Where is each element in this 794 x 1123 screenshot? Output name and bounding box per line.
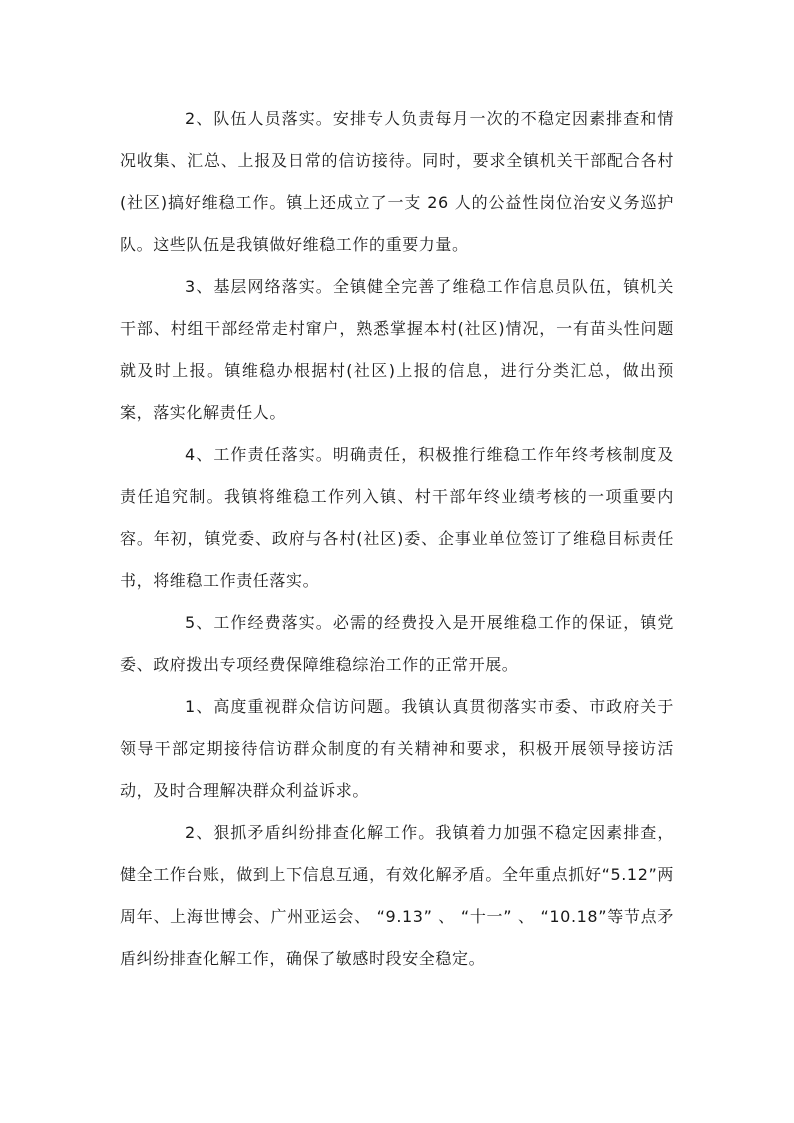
paragraph-team-personnel: 2、队伍人员落实。安排专人负责每月一次的不稳定因素排查和情况收集、汇总、上报及日常的信访接待。同时，要求全镇机关干部配合各村(社区)搞好维稳工作。镇上还成立了一支 26 人的公益性岗位治安义务巡护队。这些队伍是我镇做好维稳工作的重要力量。: [120, 109, 674, 254]
paragraph-grassroots-network: 3、基层网络落实。全镇健全完善了维稳工作信息员队伍，镇机关干部、村组干部经常走村窜户，熟悉掌握本村(社区)情况，一有苗头性问题就及时上报。镇维稳办根据村(社区)上报的信息，进行分类汇总，做出预案，落实化解责任人。: [120, 277, 674, 422]
document-body: [120, 98, 674, 980]
paragraph-work-funding: 5、工作经费落实。必需的经费投入是开展维稳工作的保证，镇党委、政府拨出专项经费保障维稳综治工作的正常开展。: [120, 613, 674, 674]
paragraph-petition-issues: 1、高度重视群众信访问题。我镇认真贯彻落实市委、市政府关于领导干部定期接待信访群众制度的有关精神和要求，积极开展领导接访活动，及时合理解决群众利益诉求。: [120, 697, 674, 800]
paragraph-dispute-resolution: 2、狠抓矛盾纠纷排查化解工作。我镇着力加强不稳定因素排查，健全工作台账，做到上下信息互通，有效化解矛盾。全年重点抓好“5.12”两周年、上海世博会、广州亚运会、 “9.13” 、 “十一” 、 “10.18”等节点矛盾纠纷排查化解工作，确保了敏感时段安全稳定。: [120, 823, 674, 968]
paragraph-work-responsibility: 4、工作责任落实。明确责任，积极推行维稳工作年终考核制度及责任追究制。我镇将维稳工作列入镇、村干部年终业绩考核的一项重要内容。年初，镇党委、政府与各村(社区)委、企事业单位签订了维稳目标责任书，将维稳工作责任落实。: [120, 445, 674, 590]
